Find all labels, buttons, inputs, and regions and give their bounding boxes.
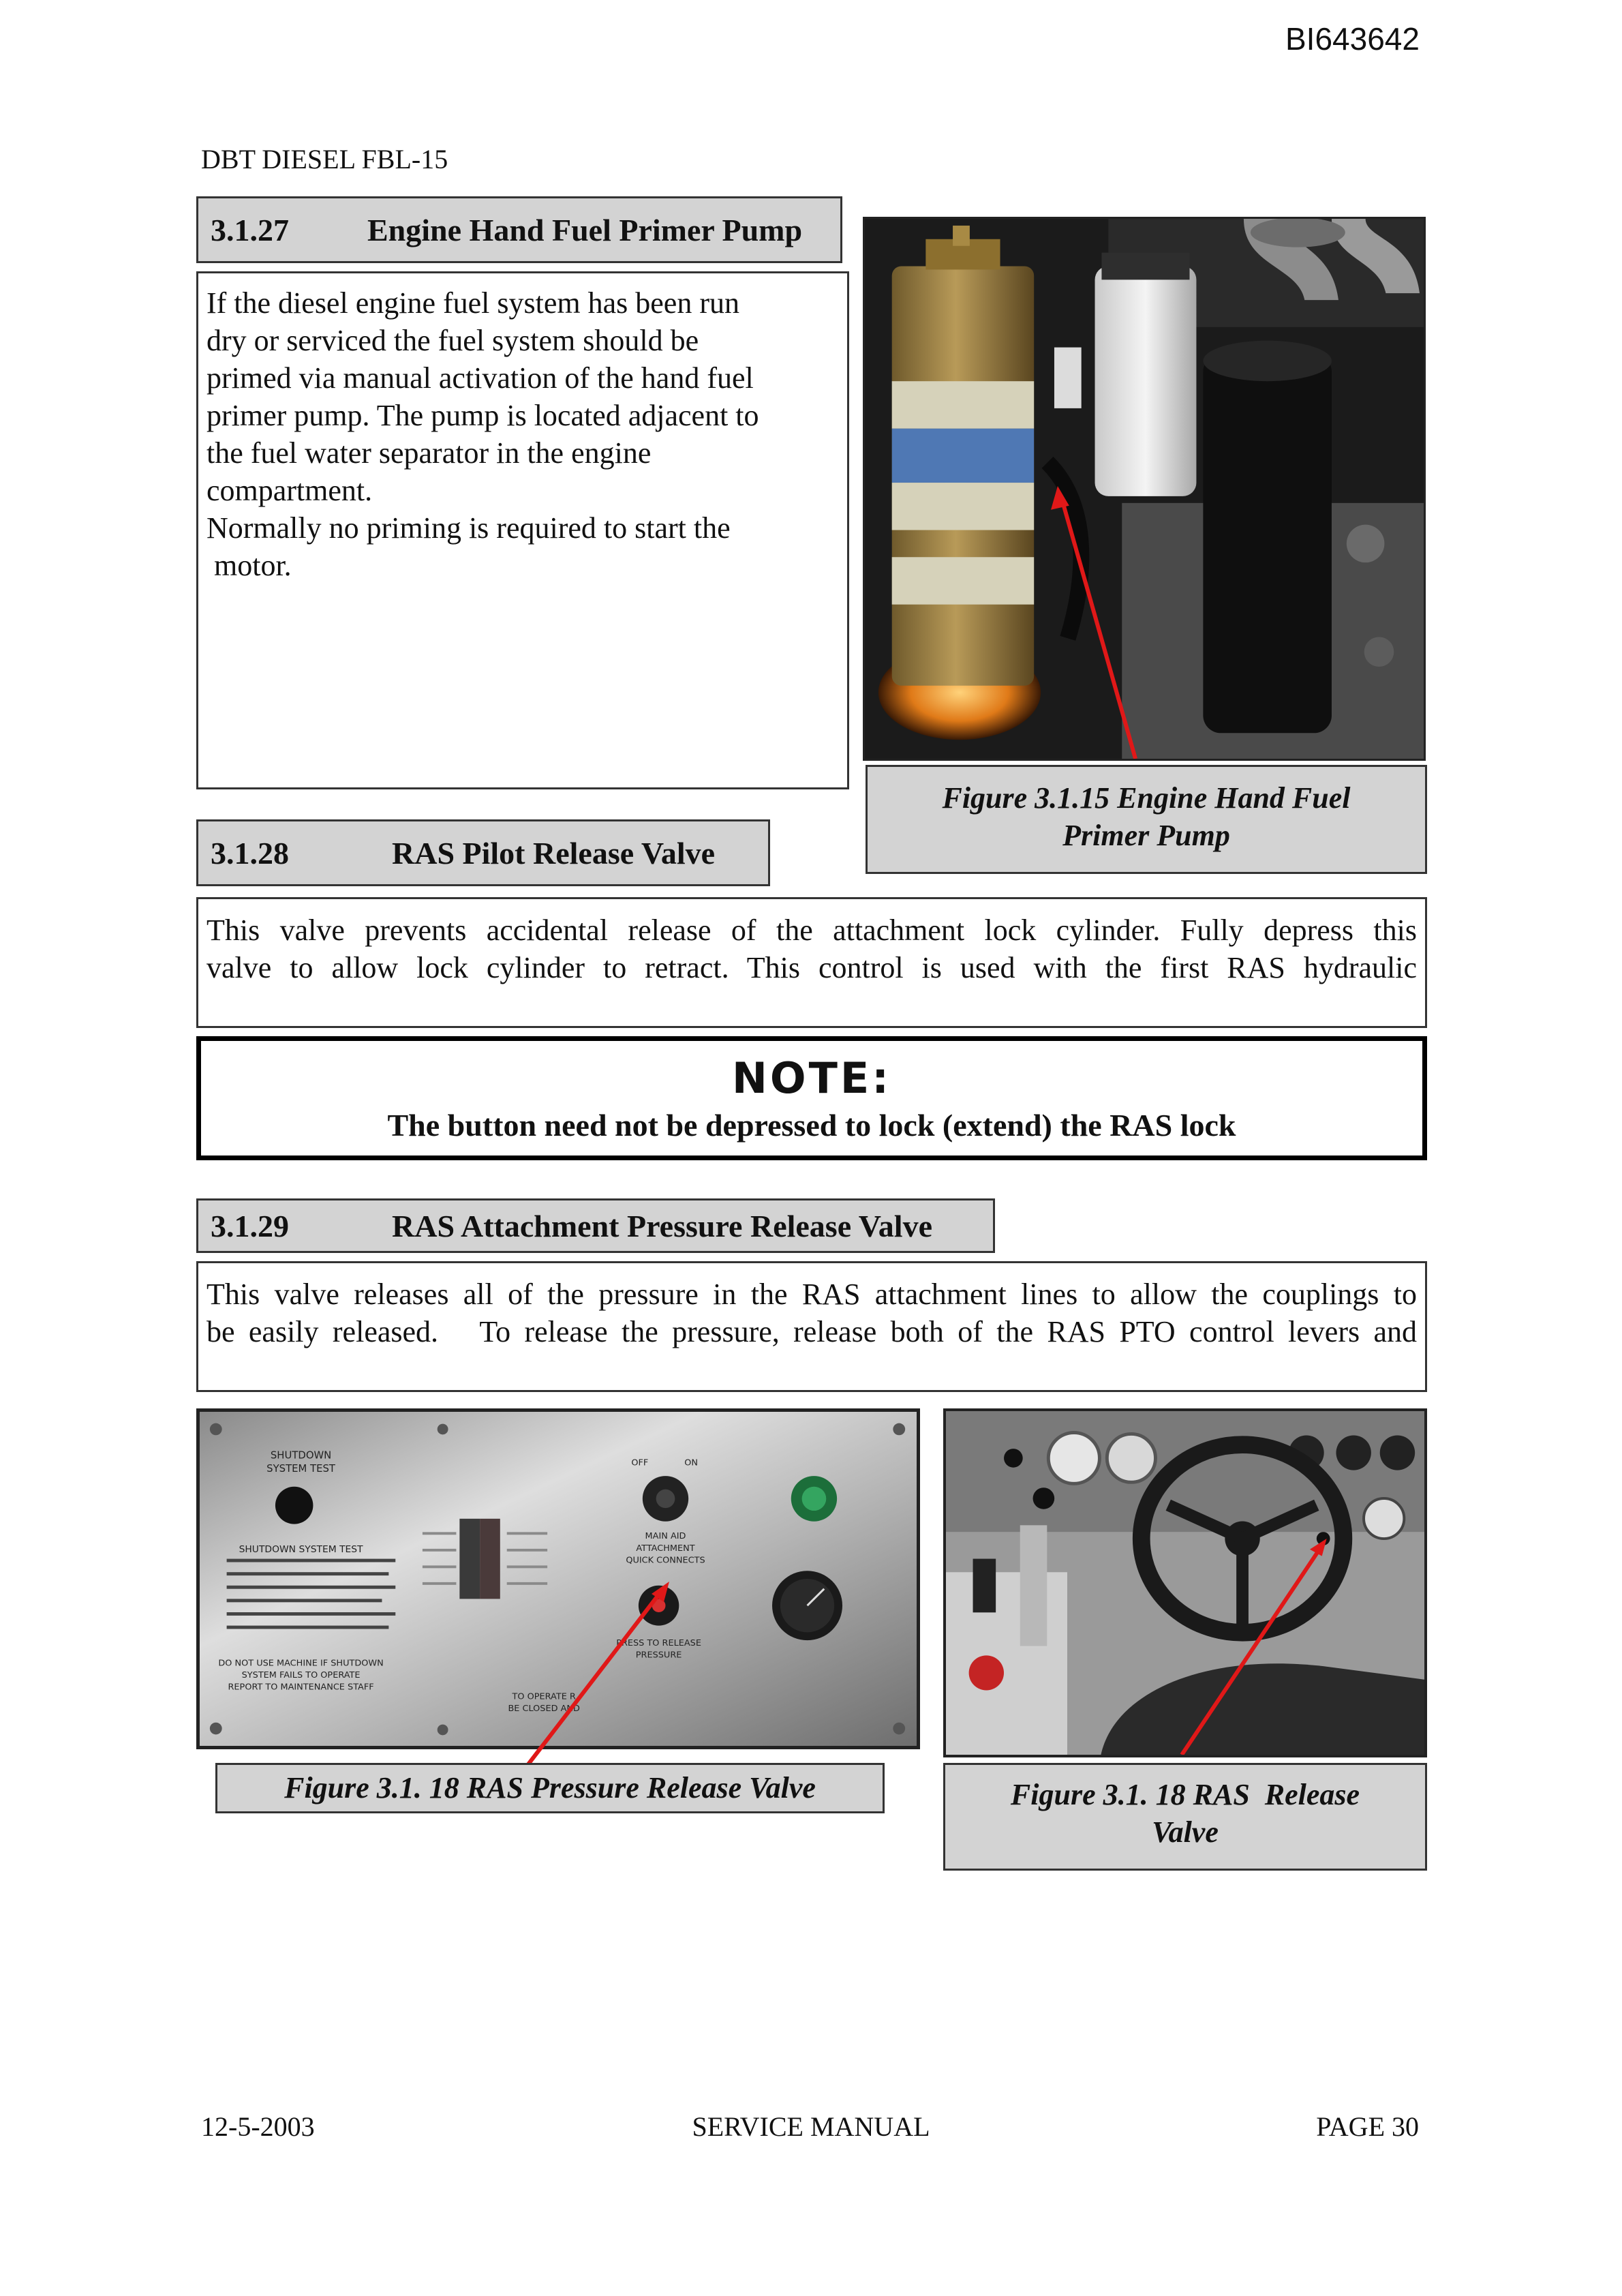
footer-date: 12-5-2003 <box>201 2111 315 2142</box>
body-line: primed via manual activation of the hand fuel <box>206 361 754 395</box>
body-line: compartment. <box>206 474 373 507</box>
note-text: The button need not be depressed to lock (extend) the RAS lock <box>387 1108 1236 1143</box>
panel-label: QUICK CONNECTS <box>626 1555 705 1566</box>
section-number: 3.1.28 <box>211 835 289 871</box>
fuel-primer-pump-photo <box>863 217 1426 761</box>
figure-caption-3-1-18-right <box>943 1763 1427 1871</box>
panel-label: ATTACHMENT <box>636 1543 695 1554</box>
panel-label: MAIN AID <box>645 1531 686 1542</box>
body-line: dry or serviced the fuel system should be <box>206 324 699 357</box>
section-number: 3.1.27 <box>211 212 289 247</box>
panel-label: DO NOT USE MACHINE IF SHUTDOWN <box>218 1658 384 1669</box>
caption-line: Figure 3.1.15 Engine Hand Fuel <box>942 781 1351 815</box>
caption-line: Valve <box>1152 1815 1219 1849</box>
panel-label: PRESSURE <box>635 1650 682 1661</box>
body-line: valve to allow lock cylinder to retract. This control is used with the first RAS hydraulic <box>206 951 1417 984</box>
panel-label: TO OPERATE R <box>512 1691 576 1702</box>
panel-label: SYSTEM TEST <box>266 1463 336 1475</box>
figure-caption-3-1-18-left <box>215 1763 885 1813</box>
caption-line: Figure 3.1. 18 RAS Release <box>1010 1778 1360 1811</box>
note-title: NOTE: <box>731 1053 892 1103</box>
panel-label: ON <box>684 1457 699 1468</box>
body-line: If the diesel engine fuel system has been run <box>206 286 739 320</box>
panel-label: PRESS TO RELEASE <box>616 1638 701 1648</box>
caption-line: Primer Pump <box>1062 819 1230 852</box>
body-line: the fuel water separator in the engine <box>206 436 652 470</box>
figure-caption-3-1-15 <box>866 765 1427 874</box>
pointer-arrow-left <box>518 1575 682 1772</box>
section-heading-3-1-27 <box>196 196 842 263</box>
panel-label: SHUTDOWN <box>270 1449 332 1462</box>
panel-label: REPORT TO MAINTENANCE STAFF <box>228 1682 374 1693</box>
body-line: primer pump. The pump is located adjacent to <box>206 399 759 432</box>
body-line: This valve prevents accidental release of the attachment lock cylinder. Fully depress this <box>206 913 1417 947</box>
ras-release-valve-cab-photo <box>943 1408 1427 1757</box>
caption-line: Figure 3.1. 18 RAS Pressure Release Valve <box>284 1771 816 1804</box>
note-box <box>196 1036 1427 1160</box>
section-body-3-1-29 <box>196 1261 1427 1392</box>
panel-label: SHUTDOWN SYSTEM TEST <box>239 1543 363 1555</box>
section-body-3-1-27 <box>196 271 849 789</box>
document-id: BI643642 <box>1285 21 1420 57</box>
body-line: be easily released. To release the pressure, release both of the RAS PTO control levers and <box>206 1315 1417 1348</box>
body-line: Normally no priming is required to start the <box>206 511 731 545</box>
footer-page-number: PAGE 30 <box>1316 2111 1419 2142</box>
body-line: This valve releases all of the pressure in the RAS attachment lines to allow the couplings to <box>206 1278 1417 1311</box>
footer-title: SERVICE MANUAL <box>692 2111 930 2142</box>
section-body-3-1-28 <box>196 897 1427 1028</box>
section-title: Engine Hand Fuel Primer Pump <box>367 212 803 247</box>
section-heading-3-1-29 <box>196 1198 995 1253</box>
panel-label: OFF <box>631 1457 649 1468</box>
section-heading-3-1-28 <box>196 819 770 886</box>
section-number: 3.1.29 <box>211 1208 289 1243</box>
panel-label: SYSTEM FAILS TO OPERATE <box>241 1670 361 1681</box>
running-header: DBT DIESEL FBL-15 <box>201 144 448 175</box>
panel-label: BE CLOSED AND <box>508 1704 580 1715</box>
section-title: RAS Attachment Pressure Release Valve <box>392 1208 932 1243</box>
section-title: RAS Pilot Release Valve <box>392 835 716 871</box>
body-line: motor. <box>206 549 292 582</box>
